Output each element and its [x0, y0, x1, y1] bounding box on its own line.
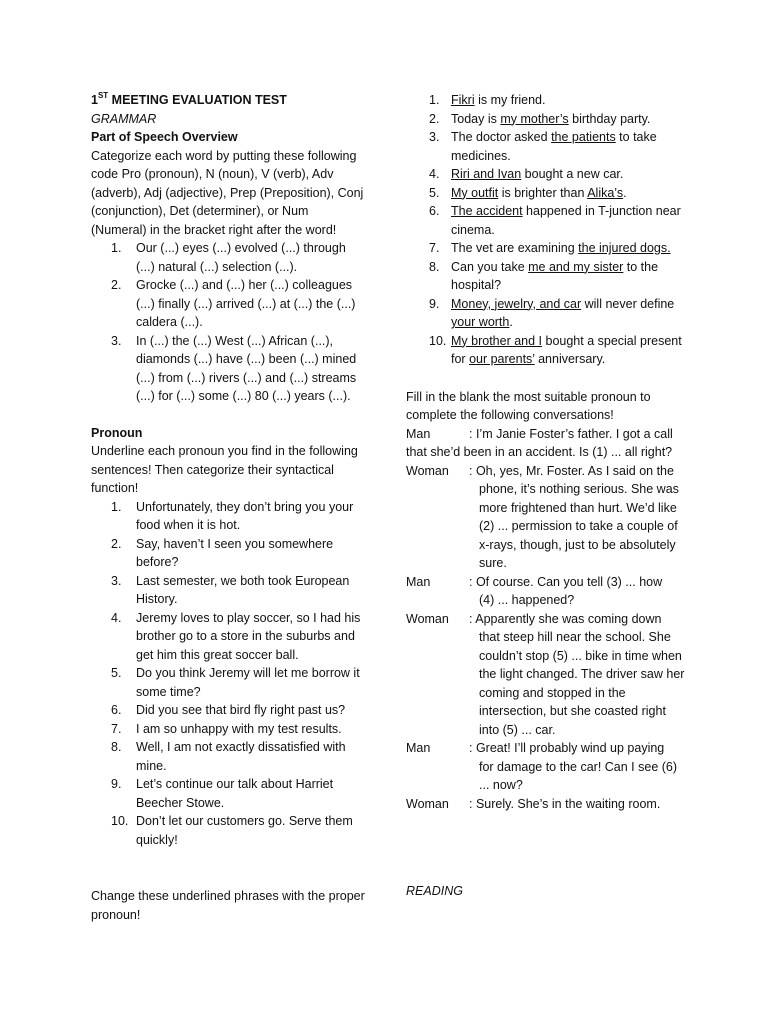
- pos-exercise-list: [91, 239, 366, 406]
- item-number: 4.: [429, 167, 440, 181]
- list-item: [406, 295, 688, 332]
- item-text: bought a special present for: [451, 333, 682, 366]
- list-item: [406, 128, 688, 165]
- list-item: [406, 258, 688, 295]
- item-text: Last semester, we both took European History.: [136, 573, 350, 606]
- item-text: Say, haven’t I seen you somewhere before?: [136, 536, 334, 569]
- item-text: Let’s continue our talk about Harriet Beecher Stowe.: [136, 777, 334, 810]
- item-text: Today is: [451, 111, 501, 126]
- speaker-text: : Oh, yes, Mr. Foster. As I said on the: [469, 463, 674, 478]
- pronoun-heading: Pronoun: [91, 425, 143, 440]
- item-number: 7.: [111, 721, 122, 736]
- item-text: Grocke (...) and (...) her (...) colleagues (...) finally (...) arrived (...) at (...) the (...) caldera (...).: [136, 278, 356, 329]
- underlined-phrase: the patients: [551, 130, 616, 144]
- conversation-line: [406, 610, 688, 740]
- speaker-text-continuation: phone, it’s nothing serious. She was more frightened than hurt. We’d like (2) ... permission to take a couple of x-rays, though, just to be absolutely sure.: [479, 482, 679, 570]
- item-text: Can you take: [451, 259, 529, 274]
- item-number: 6.: [111, 703, 122, 717]
- item-number: 10.: [111, 814, 129, 828]
- pronoun-exercise-list: [91, 498, 366, 850]
- change-instructions: Change these underlined phrases with the proper pronoun!: [91, 889, 365, 922]
- speaker-text: : Great! I’ll probably wind up paying: [469, 741, 665, 755]
- item-text: bought a new car.: [521, 167, 624, 181]
- speaker-label: Woman: [406, 611, 449, 626]
- item-number: 1.: [111, 241, 122, 255]
- item-text: Jeremy loves to play soccer, so I had his brother go to a store in the suburbs and get him this great soccer ball.: [136, 610, 361, 662]
- underlined-phrase: me and my sister: [528, 259, 624, 274]
- conversation-line: [406, 739, 688, 795]
- conversation-line: [406, 795, 688, 814]
- conversation-continuation: that she’d been in an accident. Is (1) ... all right?: [406, 445, 673, 459]
- item-text: I am so unhappy with my test results.: [136, 721, 342, 736]
- list-item: [91, 498, 366, 535]
- list-item: [91, 775, 366, 812]
- item-text: The vet are examining: [451, 241, 579, 255]
- underlined-phrase: Riri and Ivan: [451, 167, 522, 181]
- conversation-instructions: Fill in the blank the most suitable pronoun to complete the following conversations!: [406, 389, 651, 422]
- item-number: 3.: [111, 573, 122, 588]
- item-number: 2.: [429, 111, 440, 126]
- speaker-text: : Apparently she was coming down: [469, 611, 662, 626]
- item-number: 2.: [111, 278, 122, 292]
- underlined-phrase: My brother and I: [451, 333, 543, 348]
- speaker-label: Man: [406, 741, 431, 755]
- speaker-text: : Of course. Can you tell (3) ... how: [469, 574, 663, 589]
- item-number: 3.: [429, 130, 440, 144]
- speaker-label: Man: [406, 574, 431, 589]
- underlined-phrase: The accident: [451, 204, 523, 218]
- speaker-label: Man: [406, 426, 431, 441]
- conversation-line: [406, 462, 688, 573]
- list-item: [91, 609, 366, 665]
- item-number: 3.: [111, 333, 122, 348]
- item-number: 2.: [111, 536, 122, 551]
- section-reading-label: READING: [406, 884, 463, 898]
- item-text: Well, I am not exactly dissatisfied with mine.: [136, 740, 346, 773]
- underlined-phrase: My outfit: [451, 185, 499, 200]
- list-item: [91, 701, 366, 720]
- conversation-line: [406, 573, 688, 610]
- item-text: In (...) the (...) West (...) African (...), diamonds (...) have (...) been (...) mined (...) from (...) rivers (...) and (...) streams (...) for (...) some (...) 80 (...) years (...).: [136, 333, 357, 403]
- item-text: is my friend.: [474, 93, 546, 107]
- underlined-phrase: my mother’s: [500, 111, 569, 126]
- item-text: Don’t let our customers go. Serve them quickly!: [136, 814, 353, 847]
- list-item: [406, 110, 688, 129]
- item-number: 5.: [429, 185, 440, 200]
- item-number: 10.: [429, 333, 447, 348]
- right-column: [406, 91, 688, 813]
- pronoun-instructions: Underline each pronoun you find in the following sentences! Then categorize their syntactical function!: [91, 444, 358, 495]
- list-item: [406, 239, 688, 258]
- pos-instructions: Categorize each word by putting these following code Pro (pronoun), N (noun), V (verb), Adv (adverb), Adj (adjective), Prep (Preposition), Conj (conjunction), Det (determiner), or Num (Numeral) in the bracket right after the word!: [91, 148, 364, 237]
- item-number: 5.: [111, 666, 122, 680]
- item-number: 9.: [429, 296, 440, 311]
- list-item: [91, 535, 366, 572]
- speaker-label: Woman: [406, 796, 449, 811]
- list-item: [91, 572, 366, 609]
- item-number: 8.: [429, 259, 440, 274]
- underlined-phrase: Money, jewelry, and car: [451, 296, 582, 311]
- list-item: [91, 664, 366, 701]
- underlined-phrase: your worth: [451, 315, 510, 329]
- item-number: 4.: [111, 610, 122, 625]
- speaker-text: : Surely. She’s in the waiting room.: [469, 796, 661, 811]
- item-text: will never define: [581, 296, 675, 311]
- pos-heading: Part of Speech Overview: [91, 130, 238, 144]
- list-item: [406, 184, 688, 203]
- item-number: 9.: [111, 777, 122, 791]
- item-text: is brighter than: [498, 185, 588, 200]
- speaker-text-block: [406, 610, 688, 740]
- item-text: to the hospital?: [451, 259, 659, 292]
- item-number: 7.: [429, 241, 440, 255]
- list-item: [91, 276, 366, 332]
- list-item: [91, 738, 366, 775]
- list-item: [406, 202, 688, 239]
- speaker-label: Woman: [406, 463, 449, 478]
- list-item: [91, 812, 366, 849]
- item-text: .: [623, 185, 627, 200]
- item-text: birthday party.: [568, 111, 651, 126]
- underlined-phrase: Alika’s: [587, 185, 624, 200]
- item-number: 8.: [111, 740, 122, 754]
- left-column: [91, 91, 366, 924]
- item-text: to take medicines.: [451, 130, 657, 163]
- list-item: [91, 332, 366, 406]
- item-text: anniversary.: [534, 352, 606, 366]
- underlined-phrase: the injured dogs.: [578, 241, 671, 255]
- item-text: happened in T-junction near cinema.: [451, 204, 681, 237]
- speaker-text: : I’m Janie Foster’s father. I got a call: [469, 426, 673, 441]
- conversation-lines: [406, 462, 688, 814]
- underlined-phrase: our parents’: [469, 352, 535, 366]
- item-text: .: [509, 315, 513, 329]
- change-exercise-list: [406, 91, 688, 369]
- list-item: [91, 720, 366, 739]
- conversation-line: [406, 425, 688, 444]
- item-text: Our (...) eyes (...) evolved (...) through (...) natural (...) selection (...).: [136, 241, 346, 274]
- speaker-text-continuation: that steep hill near the school. She couldn’t stop (5) ... bike in time when the light changed. The driver saw her coming and stopped in the intersection, but she coasted right into (5) ... car.: [479, 630, 685, 737]
- item-text: The doctor asked: [451, 130, 552, 144]
- list-item: [406, 165, 688, 184]
- underlined-phrase: Fikri: [451, 93, 475, 107]
- speaker-text-continuation: for damage to the car! Can I see (6) ... now?: [479, 759, 678, 792]
- test-title: 1ST MEETING EVALUATION TEST: [91, 91, 287, 107]
- item-number: 6.: [429, 204, 440, 218]
- item-text: Unfortunately, they don’t bring you your food when it is hot.: [136, 499, 354, 532]
- item-number: 1.: [111, 499, 122, 514]
- section-grammar-label: GRAMMAR: [91, 111, 157, 126]
- list-item: [406, 332, 688, 369]
- item-number: 1.: [429, 93, 440, 107]
- item-text: Did you see that bird fly right past us?: [136, 703, 346, 717]
- list-item: [406, 91, 688, 110]
- list-item: [91, 239, 366, 276]
- item-text: Do you think Jeremy will let me borrow it some time?: [136, 666, 360, 699]
- speaker-text-continuation: (4) ... happened?: [479, 593, 575, 607]
